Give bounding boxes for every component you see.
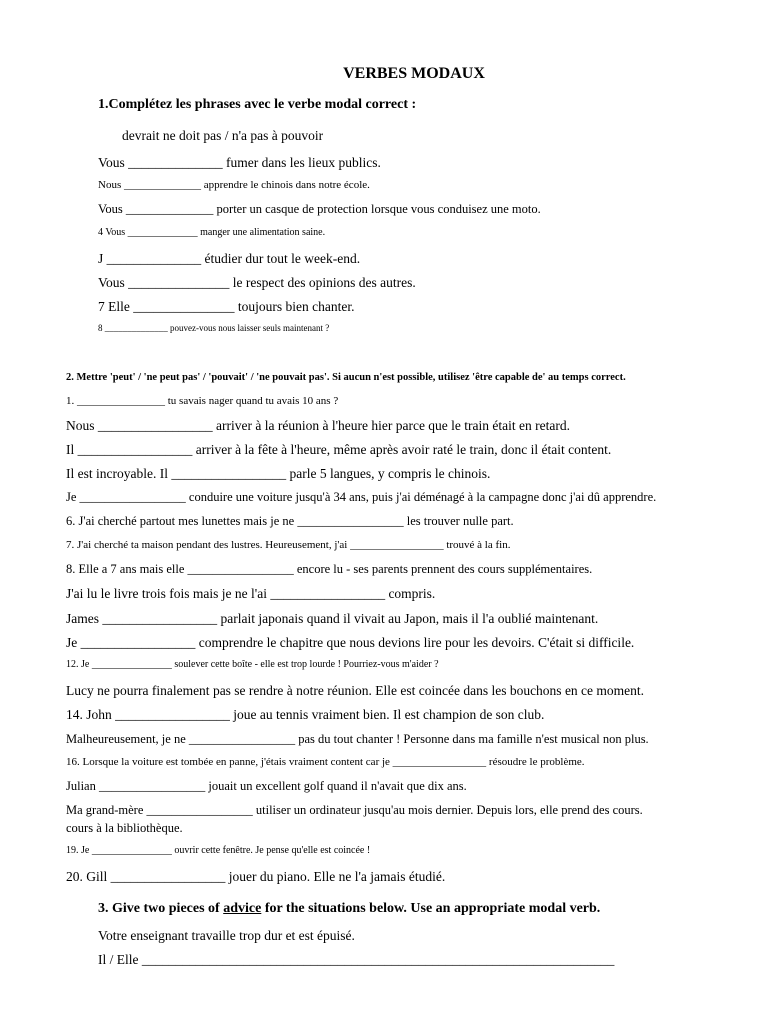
- section-2-heading: 2. Mettre 'peut' / 'ne peut pas' / 'pouvait' / 'ne pouvait pas'. Si aucun n'est possible, utilisez 'être capable de' au temps correct.: [66, 372, 626, 383]
- exercise-line: Lucy ne pourra finalement pas se rendre à notre réunion. Elle est coincée dans les bouchons en ce moment.: [66, 683, 645, 698]
- exercise-line: 16. Lorsque la voiture est tombée en panne, j'étais vraiment content car je _________________ résoudre le problème.: [66, 756, 585, 768]
- exercise-line: Il est incroyable. Il _________________ parle 5 langues, y compris le chinois.: [66, 466, 491, 481]
- exercise-line-continuation: cours à la bibliothèque.: [66, 821, 183, 835]
- section-1-heading: 1.Complétez les phrases avec le verbe modal correct :: [98, 97, 417, 112]
- section-3-answer-line: Il / Elle ______________________________________________________________________: [98, 952, 615, 967]
- exercise-line: Nous _________________ arriver à la réunion à l'heure hier parce que le train était en retard.: [66, 418, 570, 433]
- section-3-heading: [98, 902, 600, 916]
- exercise-line: J ______________ étudier dur tout le week-end.: [98, 251, 361, 266]
- exercise-line: Il _________________ arriver à la fête à l'heure, même après avoir raté le train, donc il était content.: [66, 442, 612, 457]
- exercise-line: 20. Gill _________________ jouer du piano. Elle ne l'a jamais étudié.: [66, 869, 446, 884]
- exercise-line: 14. John _________________ joue au tennis vraiment bien. Il est champion de son club.: [66, 707, 545, 722]
- exercise-line: Malheureusement, je ne _________________ pas du tout chanter ! Personne dans ma famille n'est musical non plus.: [66, 732, 649, 746]
- exercise-line: 12. Je ________________ soulever cette boîte - elle est trop lourde ! Pourriez-vous m'aider ?: [66, 659, 439, 670]
- exercise-line: Je _________________ comprendre le chapitre que nous devions lire pour les devoirs. C'était si difficile.: [66, 635, 635, 650]
- exercise-line: 8. Elle a 7 ans mais elle _________________ encore lu - ses parents prennent des cours supplémentaires.: [66, 562, 593, 576]
- exercise-line: Julian _________________ jouait un excellent golf quand il n'avait que dix ans.: [66, 779, 467, 793]
- section-1-options: devrait ne doit pas / n'a pas à pouvoir: [122, 128, 324, 143]
- exercise-line: Vous ______________ porter un casque de protection lorsque vous conduisez une moto.: [98, 202, 541, 216]
- exercise-line: James _________________ parlait japonais quand il vivait au Japon, mais il l'a oublié maintenant.: [66, 611, 599, 626]
- exercise-line: 1. ________________ tu savais nager quand tu avais 10 ans ?: [66, 395, 339, 407]
- section-3-heading-underlined: advice: [223, 901, 262, 916]
- exercise-line: 6. J'ai cherché partout mes lunettes mais je ne _________________ les trouver nulle part.: [66, 514, 514, 528]
- exercise-line: Vous _______________ le respect des opinions des autres.: [98, 275, 416, 290]
- page-title: VERBES MODAUX: [343, 65, 485, 82]
- section-3-situation: Votre enseignant travaille trop dur et est épuisé.: [98, 928, 355, 943]
- section-3-heading-end: for the situations below. Use an appropriate modal verb.: [261, 901, 601, 916]
- exercise-line: 8 ______________ pouvez-vous nous laisser seuls maintenant ?: [98, 323, 330, 333]
- exercise-line: J'ai lu le livre trois fois mais je ne l'ai _________________ compris.: [66, 586, 436, 601]
- exercise-line: 4 Vous ______________ manger une alimentation saine.: [98, 227, 326, 238]
- exercise-line: Ma grand-mère _________________ utiliser un ordinateur jusqu'au mois dernier. Depuis lors, elle prend des cours.: [66, 803, 643, 817]
- exercise-line: Nous ______________ apprendre le chinois dans notre école.: [98, 179, 370, 191]
- section-3-heading-start: 3. Give two pieces of: [98, 901, 224, 916]
- exercise-line: 19. Je ________________ ouvrir cette fenêtre. Je pense qu'elle est coincée !: [66, 845, 371, 856]
- exercise-line: Je _________________ conduire une voiture jusqu'à 34 ans, puis j'ai déménagé à la campagne donc j'ai dû apprendre.: [66, 490, 657, 504]
- exercise-line: Vous ______________ fumer dans les lieux publics.: [98, 155, 381, 170]
- exercise-line: 7 Elle _______________ toujours bien chanter.: [98, 299, 355, 314]
- exercise-line: 7. J'ai cherché ta maison pendant des lustres. Heureusement, j'ai _________________ trouvé à la fin.: [66, 539, 511, 551]
